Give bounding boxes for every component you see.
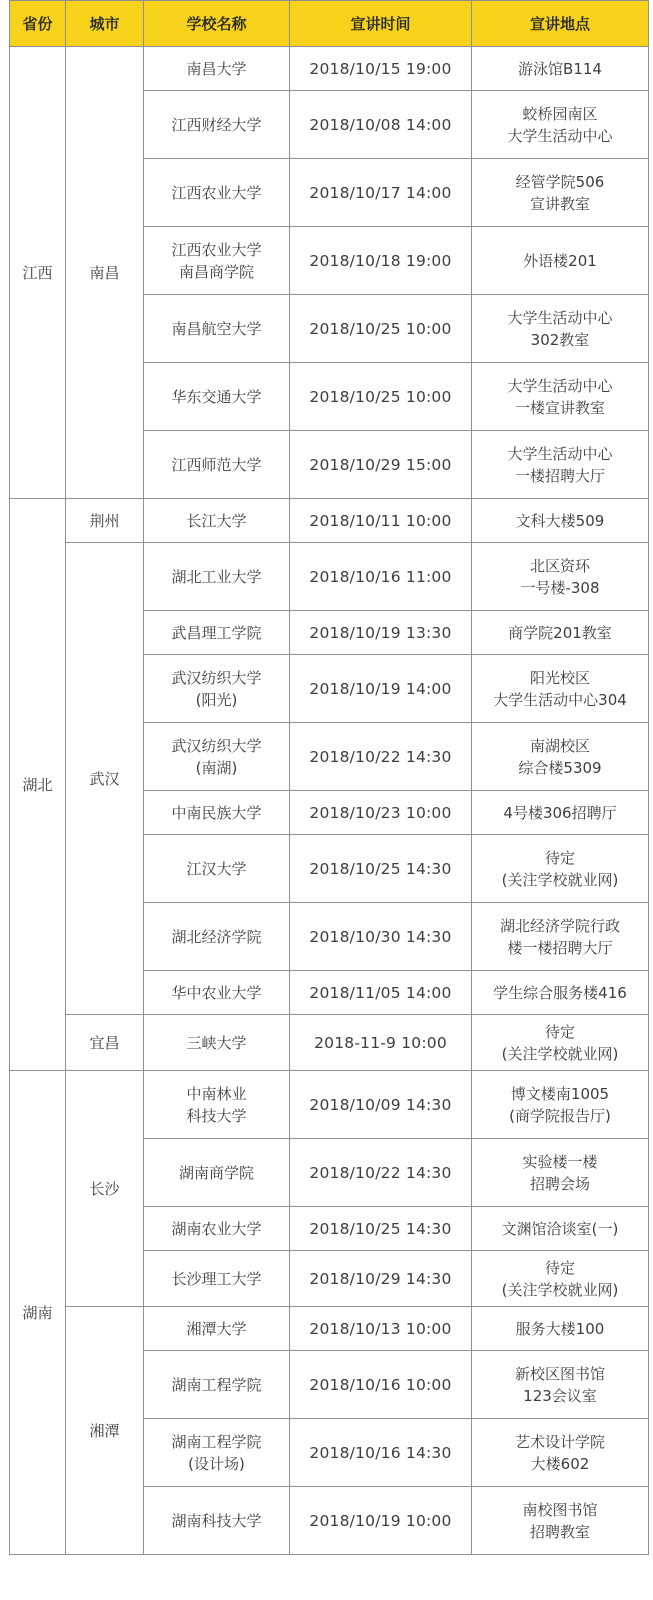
session-place-cell: 南湖校区 综合楼5309 <box>472 723 649 791</box>
school-name-cell: 中南民族大学 <box>144 791 290 835</box>
city-cell: 湘潭 <box>66 1307 144 1555</box>
session-place-cell: 新校区图书馆 123会议室 <box>472 1351 649 1419</box>
table-row <box>10 543 649 611</box>
school-name-cell: 湘潭大学 <box>144 1307 290 1351</box>
session-place-cell: 大学生活动中心 一楼招聘大厅 <box>472 431 649 499</box>
table-row <box>10 1071 649 1139</box>
school-name-cell: 湖南工程学院 (设计场) <box>144 1419 290 1487</box>
session-time-cell: 2018/10/16 11:00 <box>290 543 472 611</box>
table-row <box>10 1015 649 1071</box>
header-place: 宣讲地点 <box>472 1 649 47</box>
school-name-cell: 湖南工程学院 <box>144 1351 290 1419</box>
session-place-cell: 艺术设计学院 大楼602 <box>472 1419 649 1487</box>
session-time-cell: 2018-11-9 10:00 <box>290 1015 472 1071</box>
session-time-cell: 2018/10/25 10:00 <box>290 363 472 431</box>
session-place-cell: 文渊馆洽谈室(一) <box>472 1207 649 1251</box>
school-name-cell: 长沙理工大学 <box>144 1251 290 1307</box>
province-cell: 湖北 <box>10 499 66 1071</box>
session-place-cell: 大学生活动中心 一楼宣讲教室 <box>472 363 649 431</box>
header-province: 省份 <box>10 1 66 47</box>
session-place-cell: 经管学院506 宣讲教室 <box>472 159 649 227</box>
session-time-cell: 2018/10/25 14:30 <box>290 835 472 903</box>
school-name-cell: 湖南商学院 <box>144 1139 290 1207</box>
session-place-cell: 蛟桥园南区 大学生活动中心 <box>472 91 649 159</box>
province-cell: 湖南 <box>10 1071 66 1555</box>
school-name-cell: 武昌理工学院 <box>144 611 290 655</box>
session-time-cell: 2018/10/25 14:30 <box>290 1207 472 1251</box>
session-place-cell: 大学生活动中心 302教室 <box>472 295 649 363</box>
session-time-cell: 2018/10/19 10:00 <box>290 1487 472 1555</box>
session-time-cell: 2018/10/08 14:00 <box>290 91 472 159</box>
school-name-cell: 江西师范大学 <box>144 431 290 499</box>
session-place-cell: 文科大楼509 <box>472 499 649 543</box>
city-cell: 宜昌 <box>66 1015 144 1071</box>
session-place-cell: 待定 (关注学校就业网) <box>472 835 649 903</box>
session-time-cell: 2018/10/22 14:30 <box>290 1139 472 1207</box>
session-place-cell: 实验楼一楼 招聘会场 <box>472 1139 649 1207</box>
school-name-cell: 武汉纺织大学 (南湖) <box>144 723 290 791</box>
table-row <box>10 499 649 543</box>
session-time-cell: 2018/10/30 14:30 <box>290 903 472 971</box>
session-place-cell: 服务大楼100 <box>472 1307 649 1351</box>
session-place-cell: 游泳馆B114 <box>472 47 649 91</box>
session-place-cell: 北区资环 一号楼-308 <box>472 543 649 611</box>
table-header <box>10 1 649 47</box>
school-name-cell: 湖南农业大学 <box>144 1207 290 1251</box>
school-name-cell: 南昌大学 <box>144 47 290 91</box>
school-name-cell: 江汉大学 <box>144 835 290 903</box>
school-name-cell: 湖北经济学院 <box>144 903 290 971</box>
province-cell: 江西 <box>10 47 66 499</box>
session-place-cell: 外语楼201 <box>472 227 649 295</box>
session-place-cell: 4号楼306招聘厅 <box>472 791 649 835</box>
header-time: 宣讲时间 <box>290 1 472 47</box>
session-place-cell: 待定 (关注学校就业网) <box>472 1251 649 1307</box>
session-time-cell: 2018/10/16 10:00 <box>290 1351 472 1419</box>
session-place-cell: 阳光校区 大学生活动中心304 <box>472 655 649 723</box>
session-time-cell: 2018/10/17 14:00 <box>290 159 472 227</box>
session-time-cell: 2018/10/23 10:00 <box>290 791 472 835</box>
session-time-cell: 2018/10/19 14:00 <box>290 655 472 723</box>
school-name-cell: 湖南科技大学 <box>144 1487 290 1555</box>
table-body <box>10 47 649 1555</box>
recruitment-schedule-table <box>9 0 649 1555</box>
city-cell: 荆州 <box>66 499 144 543</box>
school-name-cell: 华中农业大学 <box>144 971 290 1015</box>
school-name-cell: 长江大学 <box>144 499 290 543</box>
session-time-cell: 2018/10/25 10:00 <box>290 295 472 363</box>
session-place-cell: 湖北经济学院行政 楼一楼招聘大厅 <box>472 903 649 971</box>
session-time-cell: 2018/10/18 19:00 <box>290 227 472 295</box>
header-school: 学校名称 <box>144 1 290 47</box>
school-name-cell: 中南林业 科技大学 <box>144 1071 290 1139</box>
session-time-cell: 2018/10/29 14:30 <box>290 1251 472 1307</box>
session-place-cell: 博文楼南1005 (商学院报告厅) <box>472 1071 649 1139</box>
session-time-cell: 2018/10/15 19:00 <box>290 47 472 91</box>
city-cell: 南昌 <box>66 47 144 499</box>
session-time-cell: 2018/10/22 14:30 <box>290 723 472 791</box>
session-time-cell: 2018/10/19 13:30 <box>290 611 472 655</box>
session-time-cell: 2018/10/29 15:00 <box>290 431 472 499</box>
session-time-cell: 2018/10/11 10:00 <box>290 499 472 543</box>
session-time-cell: 2018/11/05 14:00 <box>290 971 472 1015</box>
session-time-cell: 2018/10/13 10:00 <box>290 1307 472 1351</box>
header-city: 城市 <box>66 1 144 47</box>
session-place-cell: 商学院201教室 <box>472 611 649 655</box>
school-name-cell: 江西财经大学 <box>144 91 290 159</box>
school-name-cell: 华东交通大学 <box>144 363 290 431</box>
school-name-cell: 湖北工业大学 <box>144 543 290 611</box>
session-time-cell: 2018/10/09 14:30 <box>290 1071 472 1139</box>
school-name-cell: 三峡大学 <box>144 1015 290 1071</box>
session-place-cell: 南校图书馆 招聘教室 <box>472 1487 649 1555</box>
city-cell: 武汉 <box>66 543 144 1015</box>
school-name-cell: 南昌航空大学 <box>144 295 290 363</box>
school-name-cell: 武汉纺织大学 (阳光) <box>144 655 290 723</box>
header-row <box>10 1 649 47</box>
city-cell: 长沙 <box>66 1071 144 1307</box>
session-time-cell: 2018/10/16 14:30 <box>290 1419 472 1487</box>
session-place-cell: 待定 (关注学校就业网) <box>472 1015 649 1071</box>
session-place-cell: 学生综合服务楼416 <box>472 971 649 1015</box>
table-row <box>10 47 649 91</box>
school-name-cell: 江西农业大学 南昌商学院 <box>144 227 290 295</box>
table-row <box>10 1307 649 1351</box>
school-name-cell: 江西农业大学 <box>144 159 290 227</box>
